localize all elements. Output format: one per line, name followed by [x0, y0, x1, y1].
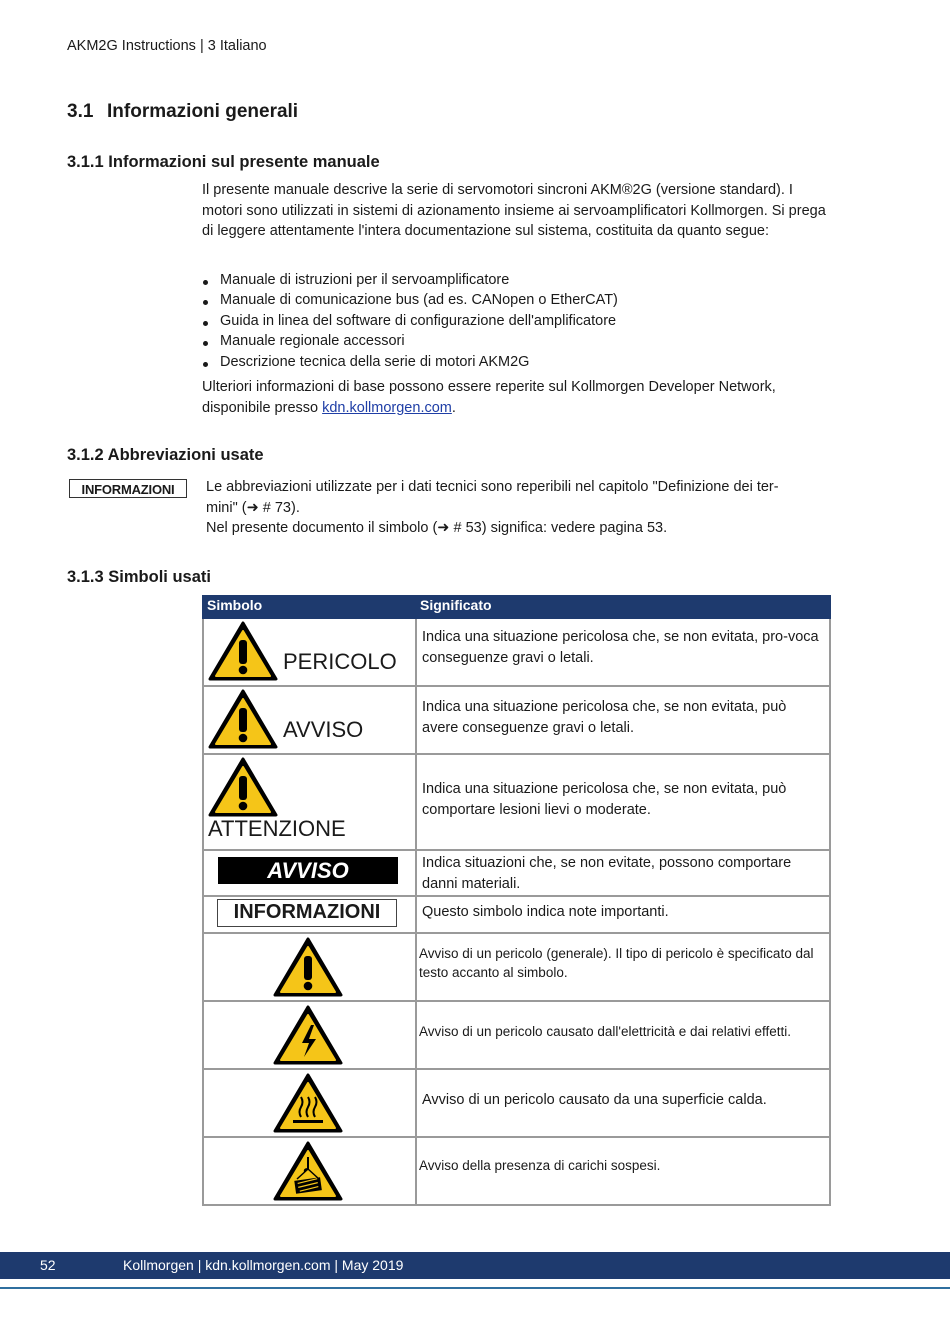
symbols-table — [202, 595, 831, 1206]
further-info-text: Ulteriori informazioni di base possono essere reperite sul Kollmorgen Developer Network, disponibile presso — [202, 379, 776, 416]
further-info-paragraph — [202, 377, 832, 418]
running-header: AKM2G Instructions | 3 Italiano — [67, 38, 267, 54]
symbol-cell — [203, 1069, 416, 1137]
table-row — [203, 850, 830, 896]
meaning-cell: Avviso di un pericolo causato da una superficie calda. — [416, 1069, 830, 1137]
kdn-link[interactable]: kdn.kollmorgen.com — [322, 399, 452, 416]
meaning-cell: Indica una situazione pericolosa che, se non evitata, pro-voca conseguenze gravi o letali. — [416, 618, 830, 686]
symbol-cell — [203, 618, 416, 686]
meaning-cell: Avviso di un pericolo causato dall'elettricità e dai relativi effetti. — [416, 1001, 830, 1069]
symbol-cell — [203, 850, 416, 896]
table-row — [203, 1137, 830, 1205]
table-row — [203, 1069, 830, 1137]
meaning-cell: Indica una situazione pericolosa che, se non evitata, può comportare lesioni lievi o moderate. — [416, 754, 830, 850]
warning-icon — [208, 689, 278, 749]
abbrev-line-3: Nel presente documento il simbolo (➜ # 53) significa: vedere pagina 53. — [206, 520, 668, 536]
further-info-end: . — [451, 399, 456, 416]
caution-icon — [208, 757, 278, 817]
manual-intro-paragraph: Il presente manuale descrive la serie di servomotori sincroni AKM®2G (versione standard). I motori sono utilizzati in sistemi di azionamento insieme ai servoamplificatori Kollmorgen. Si prega di leggere attentamente l'intera documentazione sul sistema, costituita da quanto segue: — [202, 182, 826, 239]
list-item: Manuale regionale accessori — [202, 331, 832, 351]
page-number: 52 — [40, 1257, 56, 1273]
informazioni-label: INFORMAZIONI — [217, 899, 397, 927]
symbol-cell — [203, 933, 416, 1001]
meaning-cell: Avviso di un pericolo (generale). Il tipo di pericolo è specificato dal testo accanto al simbolo. — [416, 933, 830, 1001]
documentation-list — [202, 270, 832, 372]
column-header-meaning: Significato — [416, 596, 830, 618]
info-badge: INFORMAZIONI — [69, 479, 187, 498]
meaning-cell: Questo simbolo indica note importanti. — [416, 896, 830, 933]
symbol-cell — [203, 1001, 416, 1069]
table-row — [203, 754, 830, 850]
table-row — [203, 618, 830, 686]
symbol-cell — [203, 754, 416, 850]
footer-divider — [0, 1287, 950, 1289]
table-row — [203, 933, 830, 1001]
electricity-warning-icon — [273, 1005, 343, 1065]
symbol-cell — [203, 686, 416, 754]
danger-warning-icon — [208, 621, 278, 681]
meaning-cell: Avviso della presenza di carichi sospesi. — [416, 1137, 830, 1205]
suspended-load-warning-icon — [273, 1141, 343, 1201]
signal-word-avviso: AVVISO — [283, 717, 364, 742]
page-footer — [0, 1252, 950, 1279]
signal-word-pericolo: PERICOLO — [283, 649, 397, 674]
table-row — [203, 686, 830, 754]
table-row — [203, 896, 830, 933]
meaning-cell: Indica una situazione pericolosa che, se non evitata, può avere conseguenze gravi o letali. — [416, 686, 830, 754]
list-item: Manuale di istruzioni per il servoamplificatore — [202, 270, 832, 290]
heading-3-1-1: 3.1.1 Informazioni sul presente manuale — [67, 153, 380, 171]
footer-text: Kollmorgen | kdn.kollmorgen.com | May 2019 — [123, 1257, 404, 1273]
hot-surface-warning-icon — [273, 1073, 343, 1133]
abbrev-line-2: mini" (➜ # 73). — [206, 499, 300, 516]
list-item: Descrizione tecnica della serie di motori AKM2G — [202, 352, 832, 372]
heading-3-1-2: 3.1.2 Abbreviazioni usate — [67, 446, 264, 464]
column-header-symbol: Simbolo — [203, 596, 416, 618]
signal-word-attenzione: ATTENZIONE — [208, 816, 346, 841]
section-title — [67, 101, 298, 123]
table-row — [203, 1001, 830, 1069]
section-title-text: Informazioni generali — [107, 101, 299, 122]
symbol-cell — [203, 896, 416, 933]
list-item: Guida in linea del software di configurazione dell'amplificatore — [202, 311, 832, 331]
abbreviations-paragraph — [206, 477, 826, 539]
heading-3-1-3: 3.1.3 Simboli usati — [67, 568, 211, 586]
general-warning-icon — [273, 937, 343, 997]
notice-avviso-label: AVVISO — [218, 857, 398, 884]
table-header-row — [203, 596, 830, 618]
abbrev-line-1: Le abbreviazioni utilizzate per i dati tecnici sono reperibili nel capitolo "Definizione dei ter- — [206, 479, 779, 495]
meaning-cell: Indica situazioni che, se non evitate, possono comportare danni materiali. — [416, 850, 830, 896]
symbol-cell — [203, 1137, 416, 1205]
section-number: 3.1 — [67, 101, 94, 122]
list-item: Manuale di comunicazione bus (ad es. CANopen o EtherCAT) — [202, 290, 832, 310]
